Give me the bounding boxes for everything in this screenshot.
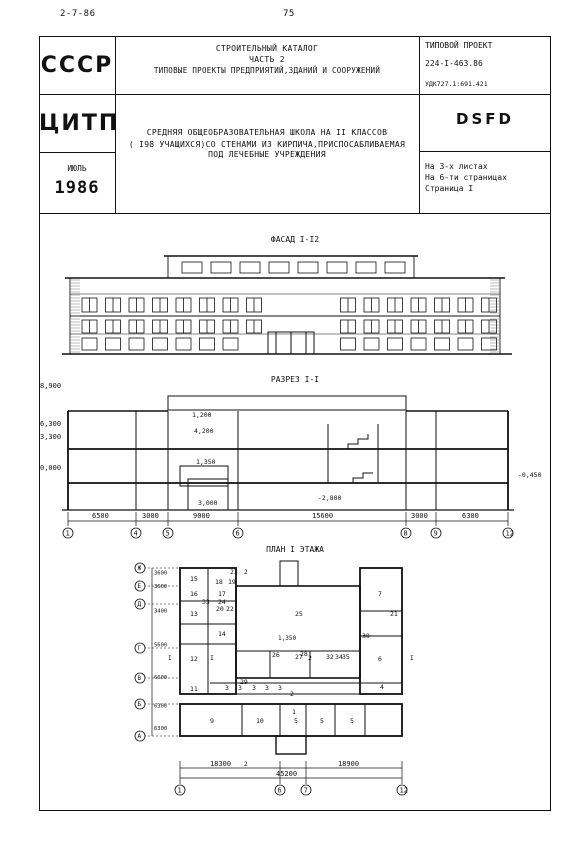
sheets-line: Страница I xyxy=(425,184,474,193)
room-number: 21 xyxy=(390,610,398,618)
room-number: 34 xyxy=(335,653,343,661)
room-number: 35 xyxy=(342,653,350,661)
room-number: 10 xyxy=(256,717,264,725)
room-number: 2 xyxy=(308,654,312,662)
doc-code: DSFD xyxy=(456,110,514,128)
row-axis-label: Д xyxy=(137,601,142,609)
inner-mark: 1,350 xyxy=(196,458,216,466)
description-line: ПОД ЛЕЧЕБНЫЕ УЧРЕЖДЕНИЯ xyxy=(208,150,326,159)
row-dim: 3600 xyxy=(154,570,168,577)
catalog-title xyxy=(115,44,419,75)
page-number: 75 xyxy=(283,9,295,19)
issue-year: 1986 xyxy=(54,178,100,198)
facade-window xyxy=(364,338,379,350)
facade-window xyxy=(411,338,426,350)
room-number: 25 xyxy=(295,610,303,618)
room-number: 22 xyxy=(226,605,234,613)
facade-window xyxy=(298,262,318,273)
facade-window xyxy=(269,262,289,273)
room-number: 5 xyxy=(320,717,324,725)
room-number: 26 xyxy=(272,651,280,659)
row-dim: 6300 xyxy=(154,703,168,710)
room-number: 4 xyxy=(380,683,384,691)
row-dim: 3400 xyxy=(154,608,168,615)
room-number: 28 xyxy=(300,650,308,658)
facade-window xyxy=(106,338,121,350)
level-mark: 8,900 xyxy=(40,382,62,390)
inner-mark: 3,000 xyxy=(198,499,218,507)
room-number: 32 xyxy=(326,653,334,661)
room-number: 29 xyxy=(240,678,248,686)
room-number: 16 xyxy=(190,590,198,598)
section-dim: 15600 xyxy=(312,512,334,520)
facade-window xyxy=(153,338,168,350)
project-number: 224-I-463.86 xyxy=(425,59,483,68)
catalog-line: ЧАСТЬ 2 xyxy=(249,55,285,64)
room-number: 7 xyxy=(378,590,382,598)
catalog-line: ТИПОВЫЕ ПРОЕКТЫ ПРЕДПРИЯТИЙ,ЗДАНИЙ И СООРУЖЕНИЙ xyxy=(153,66,381,75)
column-axis-label: 12 xyxy=(399,786,408,795)
page-code: 2-7-86 xyxy=(60,9,96,19)
room-number: 9 xyxy=(210,717,214,725)
section-mark: I xyxy=(168,655,172,662)
column-axis-label: 7 xyxy=(303,786,308,795)
room-number: 33 xyxy=(202,598,210,606)
room-number: 5 xyxy=(294,717,298,725)
org-citp: ЦИТП xyxy=(39,111,120,136)
description-line: ( I98 УЧАЩИХСЯ)СО СТЕНАМИ ИЗ КИРПИЧА,ПРИСПОСАБЛИВАЕМАЯ xyxy=(128,140,406,149)
room-number: 3 xyxy=(252,684,256,692)
section-mark: 2 xyxy=(244,569,248,576)
plan-inner-mark: 1,350 xyxy=(278,635,297,642)
room-number: 19 xyxy=(228,578,236,586)
level-mark-right: -0,450 xyxy=(518,471,542,479)
udk-code: УДК727.1:691.421 xyxy=(425,80,488,88)
section-dim: 3000 xyxy=(142,512,159,520)
row-dim: 6300 xyxy=(154,726,168,732)
facade-drawing xyxy=(60,248,520,360)
facade-window xyxy=(341,338,356,350)
facade-window xyxy=(211,262,231,273)
title-block-bottom xyxy=(39,213,551,214)
facade-window xyxy=(435,338,450,350)
project-description xyxy=(115,128,419,159)
inner-mark: -2,800 xyxy=(318,494,342,502)
level-mark: 0,000 xyxy=(40,464,62,472)
sheets-line: На 3-х листах xyxy=(425,162,488,171)
row-axis-label: Ж xyxy=(137,565,142,573)
column-axis-label: 6 xyxy=(277,786,282,795)
room-number: 11 xyxy=(190,685,198,693)
plan-dim: 18300 xyxy=(210,760,232,768)
room-number: 3 xyxy=(238,684,242,692)
issue-month: ИЮЛЬ xyxy=(67,164,87,173)
facade-window xyxy=(388,338,403,350)
org-ussr: СССР xyxy=(40,53,114,78)
room-number: 17 xyxy=(218,590,226,598)
facade-window xyxy=(356,262,376,273)
row-dim: 6600 xyxy=(154,675,168,681)
room-number: 20 xyxy=(216,605,224,613)
facade-window xyxy=(200,338,215,350)
plan-drawing xyxy=(130,556,430,802)
plan-title: ПЛАН I ЭТАЖА xyxy=(266,545,324,554)
code-divider xyxy=(419,151,551,152)
inner-mark: 4,200 xyxy=(194,427,214,435)
section-dim: 6300 xyxy=(462,512,479,520)
facade-window xyxy=(223,338,238,350)
project-label: ТИПОВОЙ ПРОЕКТ xyxy=(425,41,493,50)
room-number: 12 xyxy=(190,655,198,663)
sheets-info xyxy=(425,161,507,194)
facade-window xyxy=(82,338,97,350)
inner-mark: 1,200 xyxy=(192,411,212,419)
room-number: 24 xyxy=(218,598,226,606)
axis-label: 4 xyxy=(133,529,138,538)
room-number: 15 xyxy=(190,575,198,583)
section-title: РАЗРЕЗ I-I xyxy=(270,375,320,384)
row-axis-label: Б xyxy=(137,701,142,709)
section-mark: 2 xyxy=(244,761,248,768)
row-axis-label: Е xyxy=(137,583,142,591)
row-axis-label: А xyxy=(137,733,142,741)
axis-label: 12 xyxy=(505,529,514,538)
room-number: 3 xyxy=(265,684,269,692)
level-mark: 3,300 xyxy=(40,433,62,441)
facade-window xyxy=(182,262,202,273)
row-dim: 5600 xyxy=(154,642,168,649)
plan-dim-total: 45200 xyxy=(276,770,298,778)
facade-window xyxy=(129,338,144,350)
axis-label: 1 xyxy=(65,529,70,538)
facade-window xyxy=(176,338,191,350)
room-number: 2 xyxy=(290,690,294,698)
plan-dim: 18900 xyxy=(338,760,360,768)
section-dim: 3000 xyxy=(411,512,428,520)
description-line: СРЕДНЯЯ ОБЩЕОБРАЗОВАТЕЛЬНАЯ ШКОЛА НА II КЛАССОВ xyxy=(146,128,388,137)
room-number: 13 xyxy=(190,610,198,618)
room-number: 3 xyxy=(225,684,229,692)
axis-label: 8 xyxy=(403,529,408,538)
row-axis-label: Г xyxy=(137,645,142,653)
facade-title: ФАСАД I-I2 xyxy=(270,235,320,244)
facade-window xyxy=(385,262,405,273)
room-number: 14 xyxy=(218,630,226,638)
section-dim: 6500 xyxy=(92,512,109,520)
room-number: 27 xyxy=(295,653,303,661)
section-drawing xyxy=(38,382,542,542)
section-mark: I xyxy=(410,655,414,662)
axis-label: 6 xyxy=(235,529,240,538)
room-number: 6 xyxy=(378,655,382,663)
room-number: 3 xyxy=(278,684,282,692)
facade-window xyxy=(482,338,497,350)
sheets-line: На 6-ти страницах xyxy=(425,173,507,182)
room-number: I xyxy=(210,654,214,662)
level-mark: 6,300 xyxy=(40,420,62,428)
room-number: 23 xyxy=(230,568,238,576)
facade-window xyxy=(240,262,260,273)
axis-label: 9 xyxy=(433,529,438,538)
room-number: 5 xyxy=(350,717,354,725)
column-axis-label: 1 xyxy=(177,786,182,795)
room-number: 30 xyxy=(362,632,370,640)
org-divider xyxy=(39,152,115,153)
row-dim: 3600 xyxy=(154,584,168,590)
section-dim: 9000 xyxy=(193,512,210,520)
row-axis-label: В xyxy=(137,675,142,683)
facade-window xyxy=(458,338,473,350)
room-number: 18 xyxy=(215,578,223,586)
facade-window xyxy=(327,262,347,273)
room-number: 1 xyxy=(292,708,296,716)
catalog-line: СТРОИТЕЛЬНЫЙ КАТАЛОГ xyxy=(215,44,319,53)
axis-label: 5 xyxy=(165,529,170,538)
